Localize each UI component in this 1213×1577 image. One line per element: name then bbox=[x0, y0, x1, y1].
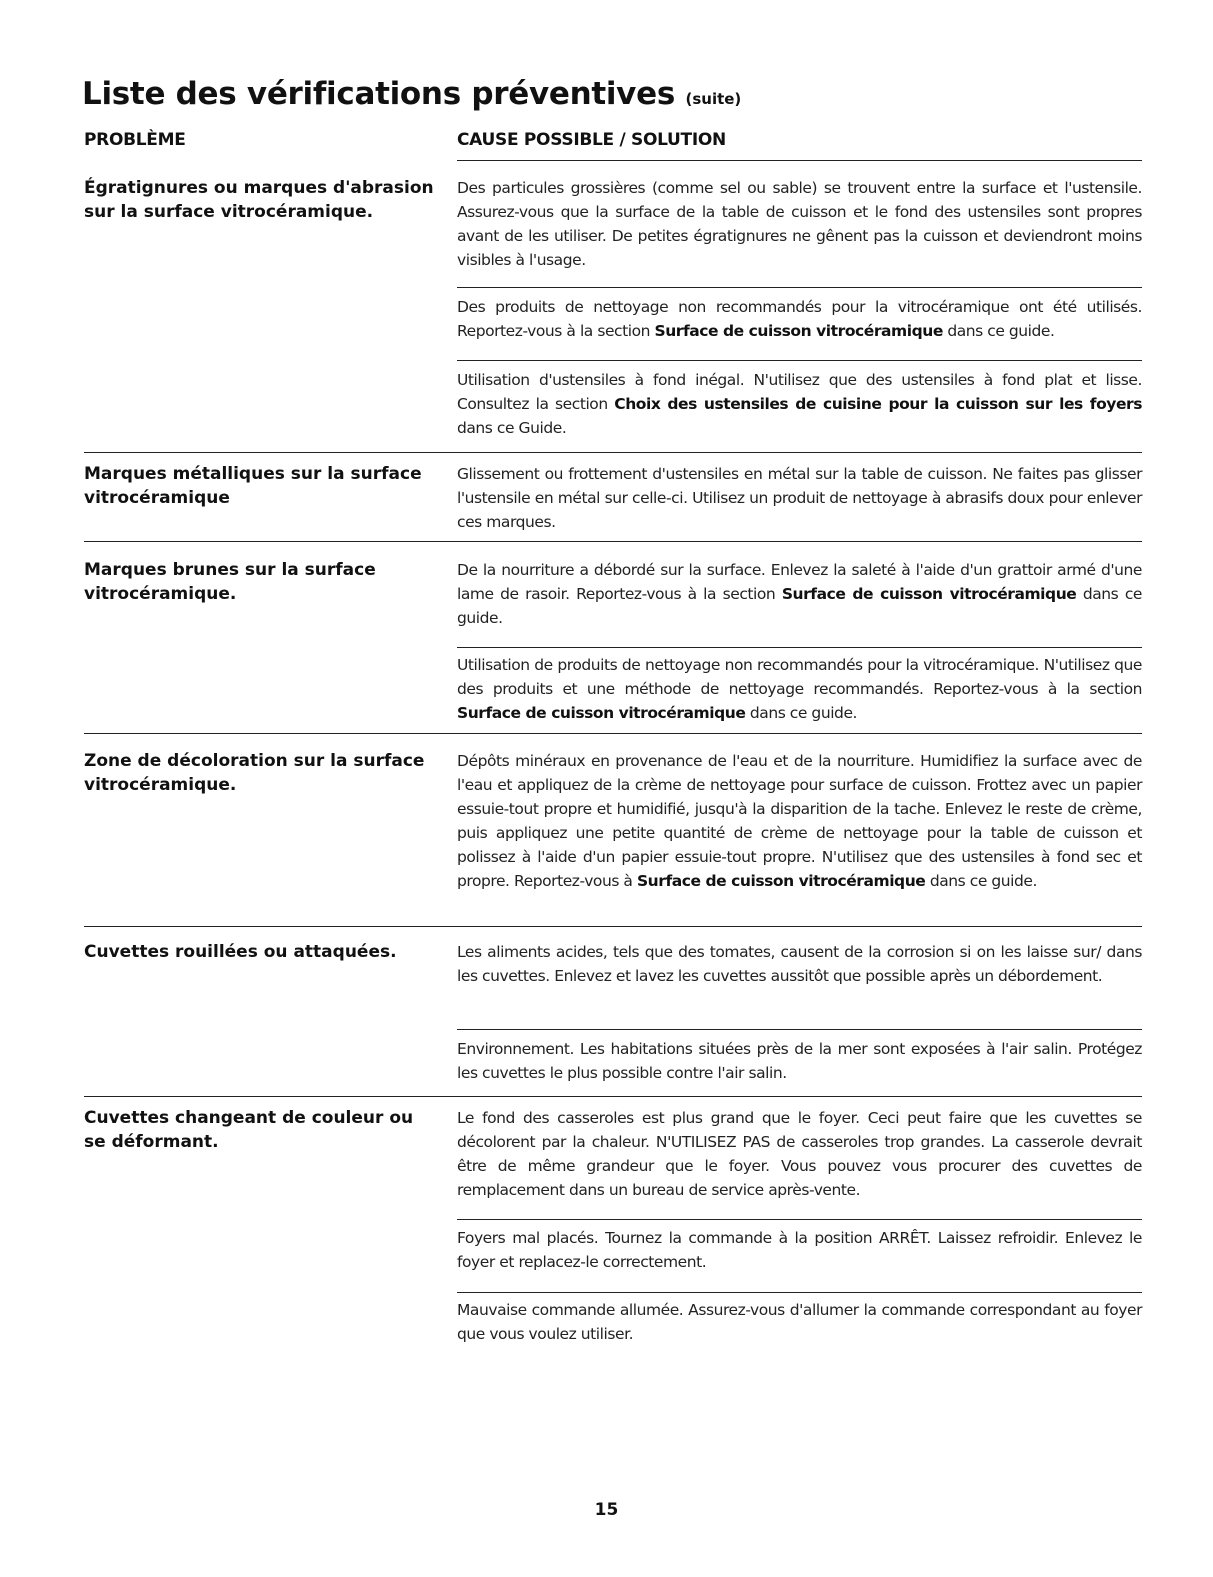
header-solution: CAUSE POSSIBLE / SOLUTION bbox=[457, 130, 726, 150]
solution-5-2: Mauvaise commande allumée. Assurez-vous d'allumer la commande correspondant au foyer que vous voulez utiliser. bbox=[457, 1301, 1142, 1343]
rule-row-4 bbox=[84, 926, 1142, 927]
rule-5-1 bbox=[457, 1219, 1142, 1220]
problem-1: Marques métalliques sur la surface vitrocéramique bbox=[84, 464, 422, 508]
problem-2: Marques brunes sur la surface vitrocéramique. bbox=[84, 560, 376, 604]
header-problem: PROBLÈME bbox=[84, 130, 186, 150]
rule-4-1 bbox=[457, 1029, 1142, 1030]
page-number: 15 bbox=[594, 1500, 619, 1520]
rule-row-2 bbox=[84, 541, 1142, 542]
rule-row-5 bbox=[84, 1096, 1142, 1097]
solution-0-2: Utilisation d'ustensiles à fond inégal. N'utilisez que des ustensiles à fond plat et lisse. Consultez la section Choix des ustensiles de cuisine pour la cuisson sur les foyers dans ce Guide. bbox=[457, 371, 1142, 437]
solution-3-0: Dépôts minéraux en provenance de l'eau et de la nourriture. Humidifiez la surface avec de l'eau et appliquez de la crème de nettoyage pour surface de cuisson. Frottez avec un papier essuie-tout propre et humidifié, jusqu'à la disparition de la tache. Enlevez le reste de crème, puis appliquez une petite quantité de crème de nettoyage pour la table de cuisson et polissez à l'aide d'un papier essuie-tout propre. N'utilisez que des ustensiles à fond sec et propre. Reportez-vous à Surface de cuisson vitrocéramique dans ce guide. bbox=[457, 752, 1142, 890]
solution-5-0: Le fond des casseroles est plus grand que le foyer. Ceci peut faire que les cuvettes se décolorent par la chaleur. N'UTILISEZ PAS de casseroles trop grandes. La casserole devrait être de même grandeur que le foyer. Vous pouvez vous procurer des cuvettes de remplacement dans un bureau de service après-vente. bbox=[457, 1109, 1142, 1199]
title-main: Liste des vérifications préventives bbox=[82, 76, 675, 112]
solution-0-1: Des produits de nettoyage non recommandés pour la vitrocéramique ont été utilisés. Reportez-vous à la section Surface de cuisson vitrocéramique dans ce guide. bbox=[457, 298, 1142, 340]
solution-5-1: Foyers mal placés. Tournez la commande à la position ARRÊT. Laissez refroidir. Enlevez le foyer et replacez-le correctement. bbox=[457, 1229, 1142, 1271]
problem-0: Égratignures ou marques d'abrasion sur la surface vitrocéramique. bbox=[84, 178, 434, 222]
solution-1-0: Glissement ou frottement d'ustensiles en métal sur la table de cuisson. Ne faites pas glisser l'ustensile en métal sur celle-ci. Utilisez un produit de nettoyage à abrasifs doux pour enlever ces marques. bbox=[457, 465, 1142, 531]
rule-2-1 bbox=[457, 647, 1142, 648]
solution-2-1: Utilisation de produits de nettoyage non recommandés pour la vitrocéramique. N'utilisez que des produits et une méthode de nettoyage recommandés. Reportez-vous à la section Surface de cuisson vitrocéramique dans ce guide. bbox=[457, 656, 1142, 722]
problem-3: Zone de décoloration sur la surface vitrocéramique. bbox=[84, 751, 425, 795]
rule-0-1 bbox=[457, 287, 1142, 288]
page-title bbox=[82, 76, 741, 112]
rule-5-2 bbox=[457, 1292, 1142, 1293]
title-suffix: (suite) bbox=[685, 90, 742, 108]
rule-row-3 bbox=[84, 733, 1142, 734]
rule-0-2 bbox=[457, 360, 1142, 361]
problem-4: Cuvettes rouillées ou attaquées. bbox=[84, 942, 397, 962]
rule-header bbox=[457, 160, 1142, 161]
solution-4-1: Environnement. Les habitations situées près de la mer sont exposées à l'air salin. Protégez les cuvettes le plus possible contre l'air salin. bbox=[457, 1040, 1142, 1082]
solution-2-0: De la nourriture a débordé sur la surface. Enlevez la saleté à l'aide d'un grattoir armé d'une lame de rasoir. Reportez-vous à la section Surface de cuisson vitrocéramique dans ce guide. bbox=[457, 561, 1142, 627]
solution-0-0: Des particules grossières (comme sel ou sable) se trouvent entre la surface et l'ustensile. Assurez-vous que la surface de la table de cuisson et le fond des ustensiles sont propres avant de les utiliser. De petites égratignures ne gênent pas la cuisson et deviendront moins visibles à l'usage. bbox=[457, 179, 1142, 269]
rule-row-1 bbox=[84, 452, 1142, 453]
problem-5: Cuvettes changeant de couleur ou se déformant. bbox=[84, 1108, 414, 1152]
solution-4-0: Les aliments acides, tels que des tomates, causent de la corrosion si on les laisse sur/ dans les cuvettes. Enlevez et lavez les cuvettes aussitôt que possible après un débordement. bbox=[457, 943, 1142, 985]
